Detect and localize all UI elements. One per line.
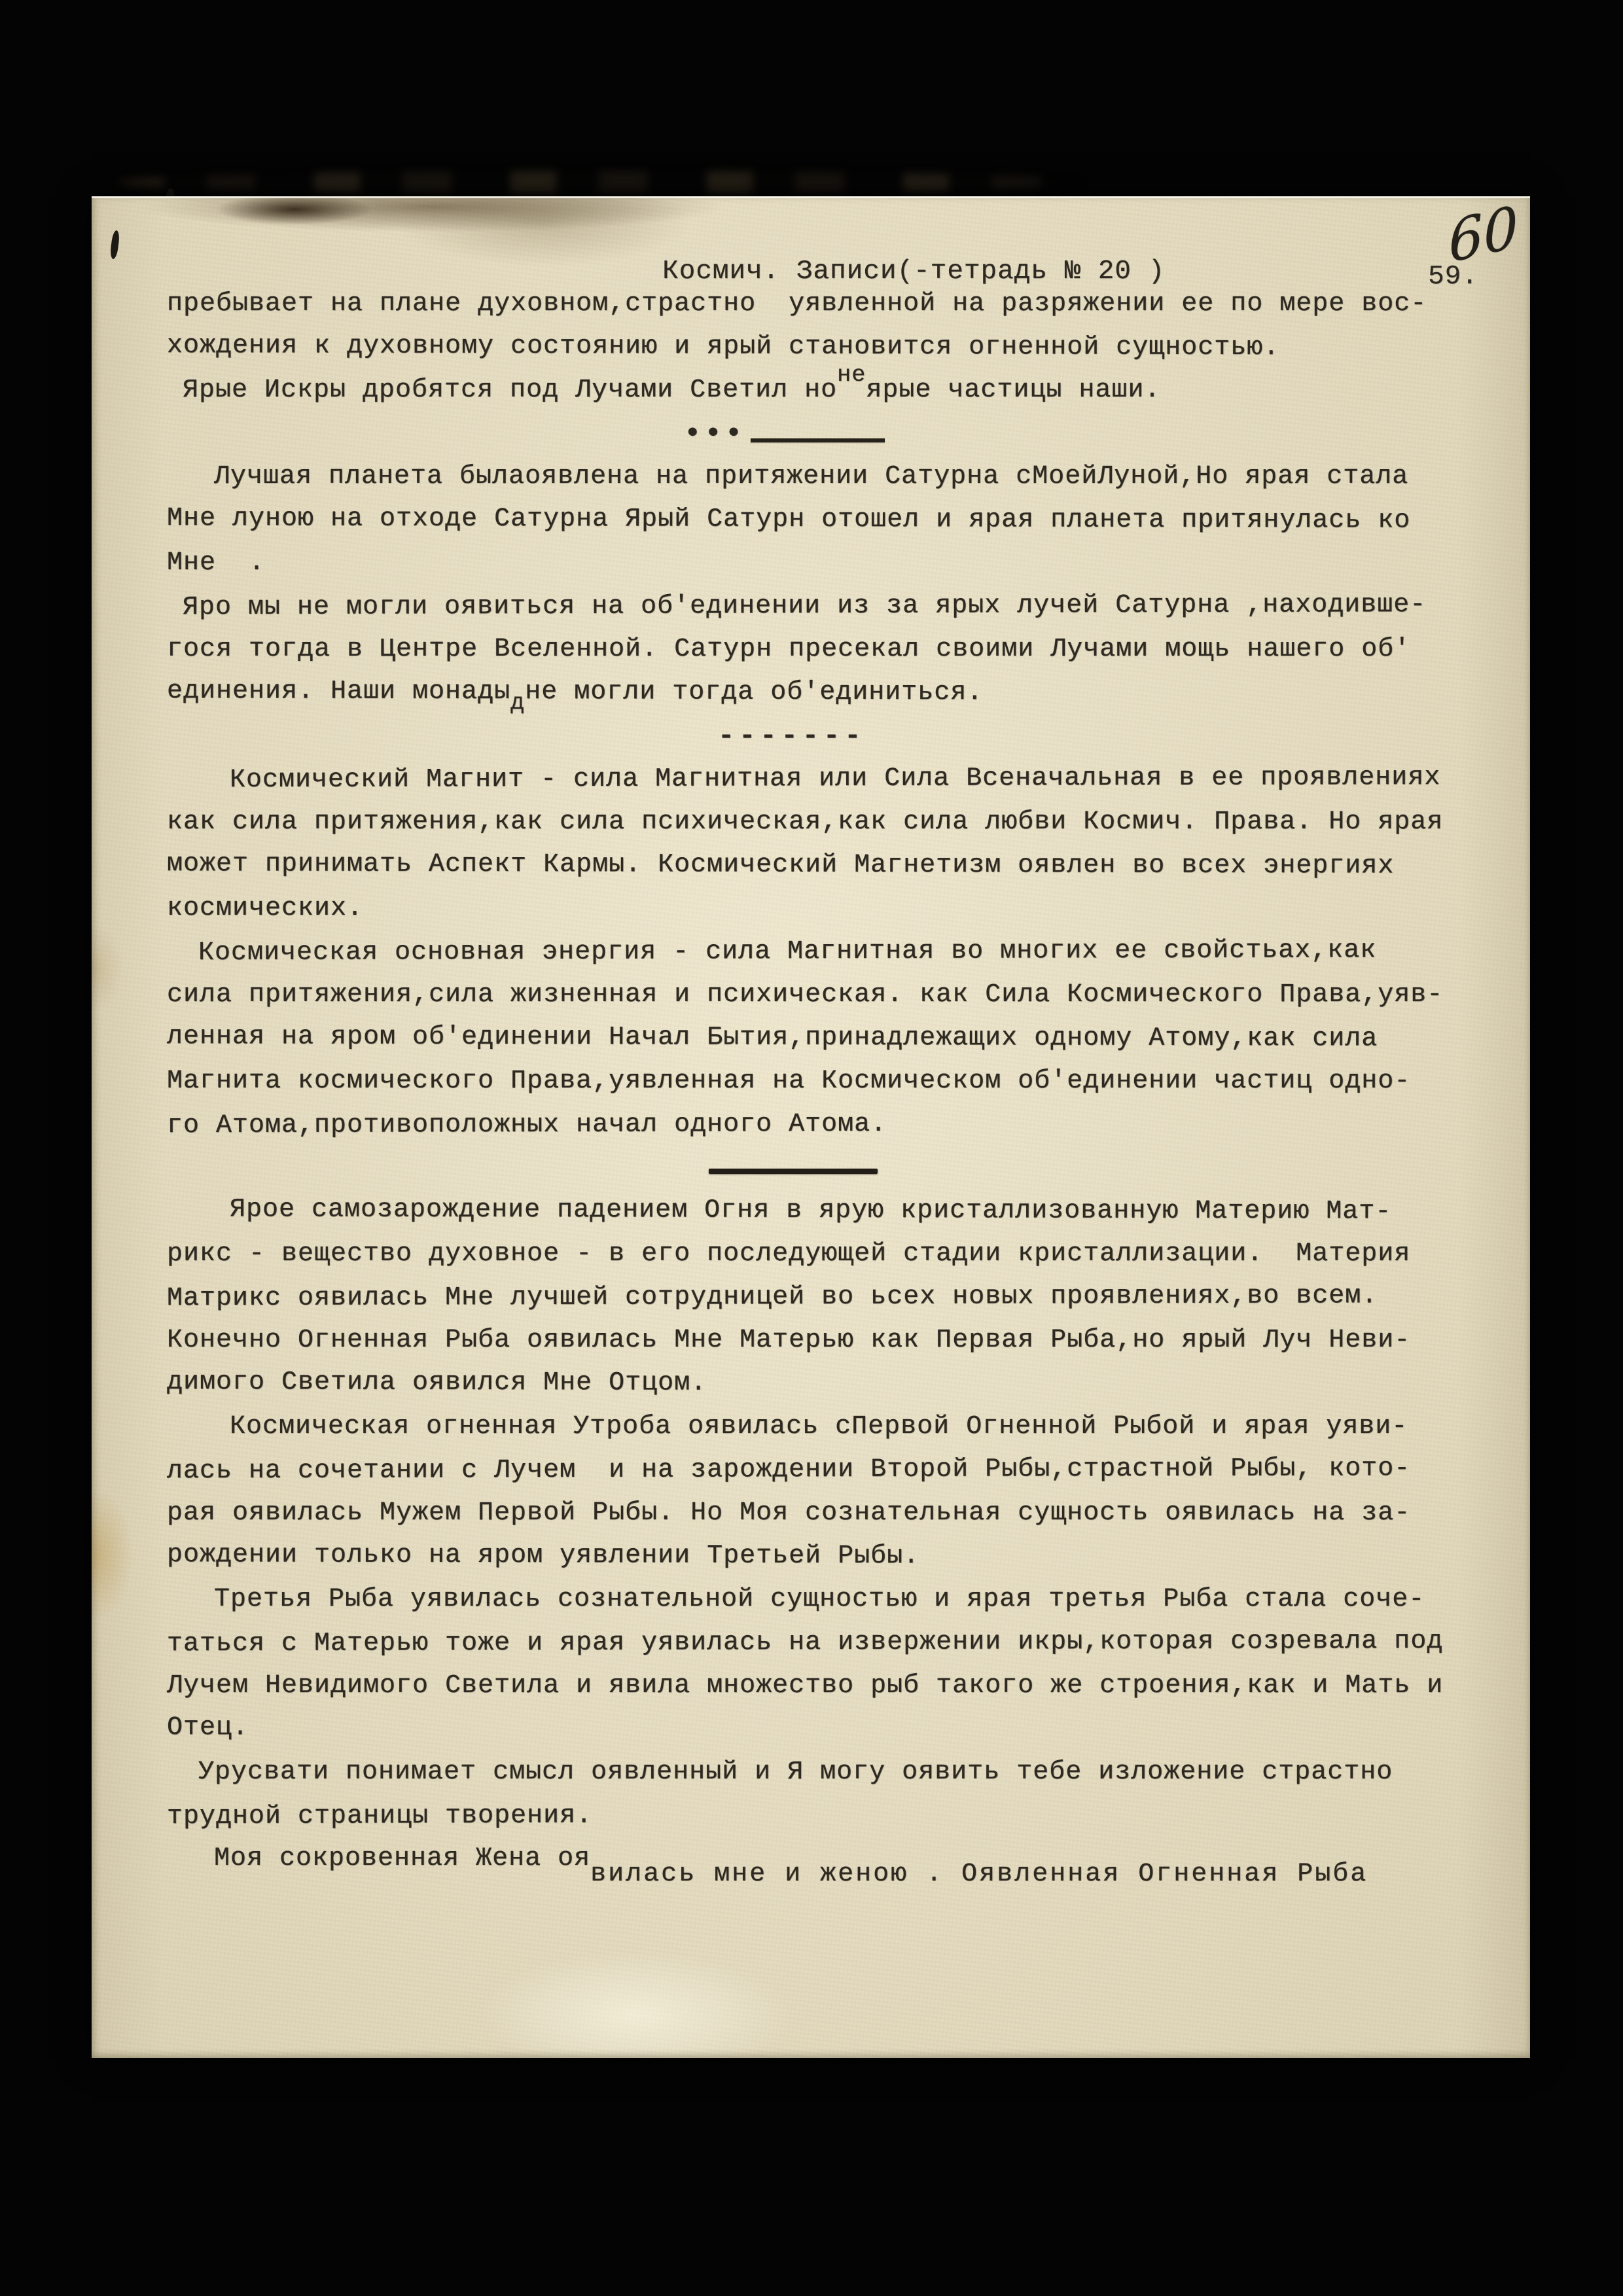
typed-line: Матрикс оявилась Мне лучшей сотрудницей во ьсех новых проявлениях,во всем. — [166, 1281, 1378, 1314]
ink-smudge-mark — [109, 230, 120, 259]
typed-line: Космическая огненная Утроба оявилась сПервой Огненной Рыбой и ярая уяви- — [230, 1412, 1408, 1441]
typed-line: Конечно Огненная Рыба оявилась Мне Матерью как Первая Рыба,но ярый Луч Неви- — [167, 1326, 1411, 1355]
typed-line: Лучшая планета былаоявлена на притяжении Сатурна сМоейЛуной,Но ярая стала — [214, 462, 1409, 491]
typed-line: хождения к духовному состоянию и ярый становится огненной сущностью. — [166, 331, 1280, 363]
typed-line: Мне луною на отходе Сатурна Ярый Сатурн отошел и ярая планета притянулась ко — [166, 504, 1411, 536]
separator-underline — [751, 438, 885, 442]
typed-line: Космический Магнит - сила Магнитная или Сила Всеначальная в ее проявлениях — [229, 763, 1441, 795]
typed-line: сила притяжения,сила жизненная и психическая. как Сила Космического Права,уяв- — [167, 980, 1444, 1010]
typed-line: димого Светила оявился Мне Отцом. — [166, 1368, 707, 1398]
typed-line: таться с Матерью тоже и ярая уявилась на извержении икры,которая созревала под — [166, 1627, 1444, 1659]
typed-line: ленная на яром об'единении Начал Бытия,принадлежащих одному Атому,как сила — [166, 1022, 1378, 1054]
typed-line: рождении только на яром уявлении Третьей Рыбы. — [166, 1540, 920, 1572]
typed-line: Лучем Невидимого Светила и явила множество рыб такого же строения,как и Мать и — [167, 1671, 1444, 1701]
typed-line: Урусвати понимает смысл оявленный и Я могу оявить тебе изложение страстно — [198, 1757, 1393, 1787]
typed-line: Мне . — [167, 548, 266, 578]
typed-line: может принимать Аспект Кармы. Космический Магнетизм оявлен во всех энергиях — [166, 849, 1395, 881]
handwritten-folio-number: 60 — [1446, 193, 1520, 277]
typed-line: Моя сокровенная Жена оявилась мне и женою . Оявленная Огненная Рыба — [214, 1844, 1368, 1889]
separator-dashes: ------- — [718, 720, 866, 752]
typed-line: как сила притяжения,как сила психическая,как сила любви Космич. Права. Но ярая — [167, 807, 1444, 837]
typed-line: Ярое самозарождение падением Огня в ярую кристаллизованную Материю Мат- — [229, 1195, 1392, 1227]
separator-dots: ••• — [167, 421, 1527, 447]
typed-line: Космическая основная энергия - сила Магнитная во многих ее свойстьах,как — [198, 936, 1377, 968]
typed-line: рая оявилась Мужем Первой Рыбы. Но Моя сознательная сущность оявилась на за- — [167, 1498, 1411, 1528]
typed-line: Ярые Искры дробятся под Лучами Светил нонеярые частицы наши. — [183, 362, 1161, 405]
typed-line: трудной страницы творения. — [166, 1801, 593, 1832]
typed-line: Магнита космического Права,уявленная на Космическом об'единении частиц одно- — [167, 1067, 1411, 1096]
typed-body — [167, 291, 1527, 1889]
typed-line: Отец. — [166, 1713, 249, 1743]
header-title: Космич. Записи(-тетрадь № 20 ) — [662, 256, 1166, 287]
scanner-debris-strip — [118, 171, 1086, 194]
typed-page-number: 59. — [1428, 262, 1478, 292]
document-page — [92, 193, 1530, 2058]
typed-line: космических. — [167, 894, 364, 923]
separator-line — [167, 1155, 1527, 1181]
typed-line: го Атома,противоположных начал одного Атома. — [166, 1109, 887, 1141]
typed-line: гося тогда в Центре Вселенной. Сатурн пресекал своими Лучами мощь нашего об' — [167, 635, 1411, 664]
typed-line: Третья Рыба уявилась сознательной сущностью и ярая третья Рыба стала соче- — [214, 1585, 1425, 1614]
typed-line: Яро мы не могли оявиться на об'единении из за ярых лучей Сатурна ,находивше- — [182, 590, 1427, 623]
typed-line: единения. Наши монадыдне могли тогда об'единиться. — [166, 677, 984, 716]
typed-line: рикс - вещество духовное - в его последующей стадии кристаллизации. Материя — [167, 1239, 1411, 1269]
typed-line: пребывает на плане духовном,страстно уявленной на разряжении ее по мере вос- — [167, 289, 1427, 319]
typed-line: лась на сочетании с Лучем и на зарождении Второй Рыбы,страстной Рыбы, кото- — [166, 1454, 1411, 1487]
